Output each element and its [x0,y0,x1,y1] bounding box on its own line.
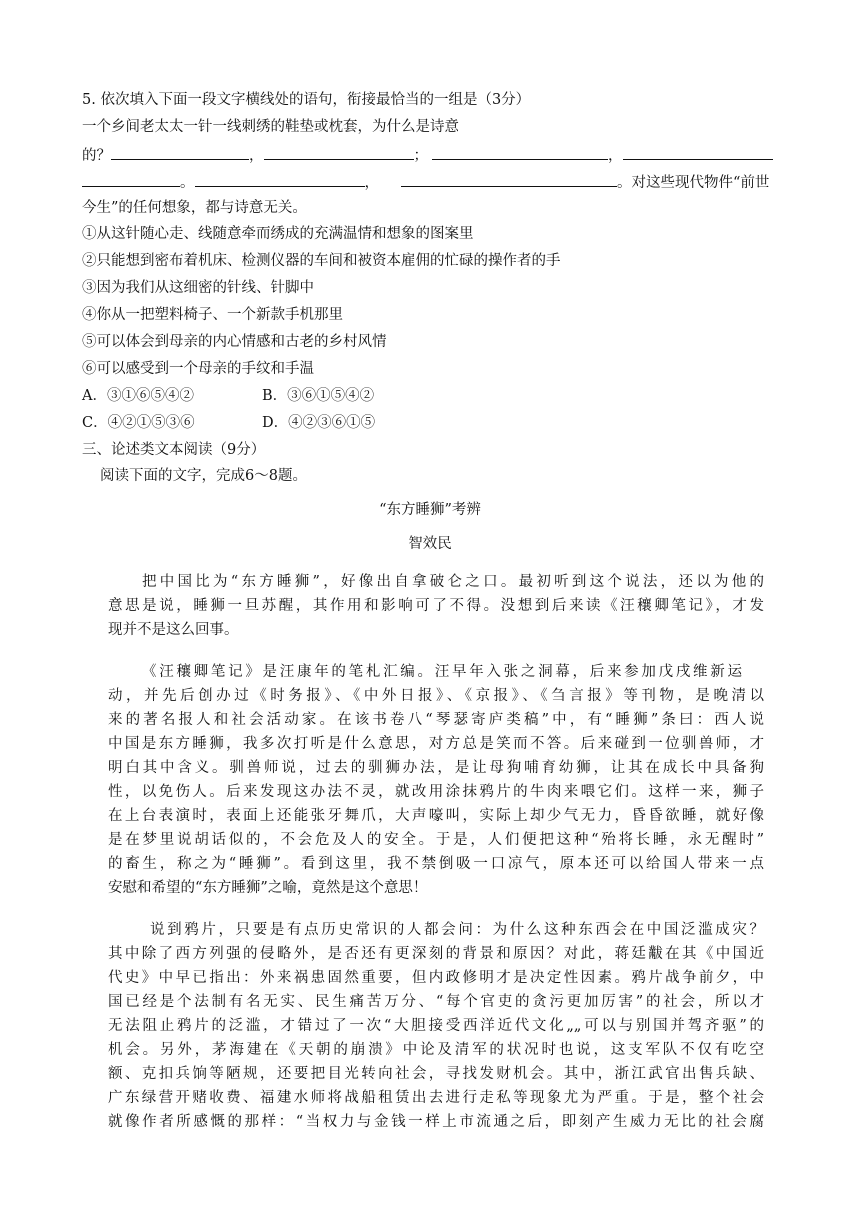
answer-blank-3[interactable] [432,142,608,160]
passage-text: 的？ [82,148,111,164]
answer-blank-4[interactable] [623,142,773,160]
paragraph-2-line-3: 来的著名报人和社会活动家。在该书卷八“琴瑟寄庐类稿”中，有“睡狮”条曰：西人说 [108,712,764,728]
answer-blank-2[interactable] [264,142,414,160]
paragraph-1-line-1: 把中国比为“东方睡狮”，好像出自拿破仑之口。最初听到这个说法，还以为他的 [142,574,764,590]
paragraph-2-line-8: 是在梦里说胡话似的，不会危及人的安全。于是，人们便把这种“殆将长睡，永无醒时” [108,832,764,848]
answer-blank-7[interactable] [401,169,617,187]
sentence-item-5: ⑤可以体会到母亲的内心情感和古老的乡村风情 [82,334,387,350]
paragraph-3-line-1: 说到鸦片，只要是有点历史常识的人都会问：为什么这种东西会在中国泛滥成灾？ [150,922,764,938]
sentence-item-2: ②只能想到密布着机床、检测仪器的车间和被资本雇佣的忙碌的操作者的手 [82,253,561,269]
paragraph-2-line-5: 明白其中含义。驯兽师说，过去的驯狮办法，是让母狗哺育幼狮，让其在成长中具备狗 [108,760,764,776]
sentence-item-3: ③因为我们从这细密的针线、针脚中 [82,280,314,296]
paragraph-2-line-1: 《汪穰卿笔记》是汪康年的笔札汇编。汪早年入张之洞幕，后来参加戊戌维新运 [142,664,742,680]
option-d[interactable]: D．④②③⑥①⑤ [262,415,376,431]
sentence-item-6: ⑥可以感受到一个母亲的手纹和手温 [82,361,314,377]
article-author: 智效民 [408,536,452,552]
answer-blank-6[interactable] [195,169,365,187]
paragraph-3-line-8: 广东绿营开赌收费、福建水师将战船租赁出去进行走私等现象尤为严重。于是，整个社会 [108,1090,764,1106]
sentence-item-4: ④你从一把塑料椅子、一个新款手机那里 [82,307,343,323]
paragraph-2-line-6: 性，以免伤人。后来发现这办法不灵，就改用涂抹鸦片的牛肉来喂它们。这样一来，狮子 [108,784,764,800]
paragraph-3-line-5: 无法阻止鸦片的泛滥，才错过了一次“大胆接受西洋近代文化„„可以与别国并驾齐驱”的 [108,1018,764,1034]
paragraph-3-line-6: 机会。另外，茅海建在《天朝的崩溃》中论及清军的状况时也说，这支军队不仅有吃空 [108,1042,764,1058]
sentence-item-1: ①从这针随心走、线随意牵而绣成的充满温情和想象的图案里 [82,226,474,242]
paragraph-3-line-4: 国已经是个法制有名无实、民生痛苦万分、“每个官吏的贪污更加厉害”的社会，所以才 [108,994,764,1010]
paragraph-1-line-2: 意思是说，睡狮一旦苏醒，其作用和影响可了不得。没想到后来读《汪穰卿笔记》，才发 [108,598,764,614]
answer-blank-5[interactable] [82,169,180,187]
question-5-passage-line-3 [82,169,769,195]
question-5-stem: 5. 依次填入下面一段文字横线处的语句，衔接最恰当的一组是（3分） [82,92,531,108]
paragraph-2-line-4: 中国是东方睡狮，我多次打听是什么意思，对方总是笑而不答。后来碰到一位驯兽师，才 [108,736,764,752]
option-b[interactable]: B．③⑥①⑤④② [262,388,375,404]
semicolon: ； [413,148,428,164]
comma: ， [608,148,623,164]
comma: ， [249,148,264,164]
paragraph-3-line-2: 其中除了西方列强的侵略外，是否还有更深刻的背景和原因？对此，蒋廷黻在其《中国近 [108,946,764,962]
option-a[interactable]: A．③①⑥⑤④② [82,388,194,404]
paragraph-3-line-9: 就像作者所感慨的那样：“当权力与金钱一样上市流通之后，即刻产生威力无比的社会腐 [108,1114,764,1130]
section-3-instruction: 阅读下面的文字，完成6～8题。 [100,468,307,484]
section-3-heading: 三、论述类文本阅读（9分） [82,442,266,458]
paragraph-2-line-10: 安慰和希望的“东方睡狮”之喻，竟然是这个意思！ [108,880,428,896]
paragraph-2-line-2: 动，并先后创办过《时务报》、《中外日报》、《京报》、《刍言报》等刊物，是晚清以 [108,688,764,704]
comma: ， [364,175,379,191]
question-5-passage-line-1: 一个乡间老太太一针一线刺绣的鞋垫或枕套，为什么是诗意 [82,119,459,135]
paragraph-3-line-7: 额、克扣兵饷等陋规，还要把目光转向社会，寻找发财机会。其中，浙江武官出售兵缺、 [108,1066,764,1082]
paragraph-2-line-7: 在上台表演时，表面上还能张牙舞爪，大声嚎叫，实际上却少气无力，昏昏欲睡，就好像 [108,808,764,824]
paragraph-1-line-3: 现并不是这么回事。 [108,622,239,638]
paragraph-3-line-3: 代史》中早已指出：外来祸患固然重要，但内政修明才是决定性因素。鸦片战争前夕，中 [108,970,764,986]
question-5-passage-line-4: 今生”的任何想象，都与诗意无关。 [82,200,307,216]
period: 。 [180,175,195,191]
passage-text: 。对这些现代物件“前世 [617,175,770,191]
question-5-passage-line-2 [82,142,773,168]
paragraph-2-line-9: 的畜生，称之为“睡狮”。看到这里，我不禁倒吸一口凉气，原本还可以给国人带来一点 [108,856,764,872]
article-title: “东方睡狮”考辨 [379,502,481,518]
answer-blank-1[interactable] [111,142,249,160]
option-c[interactable]: C．④②①⑤③⑥ [82,415,195,431]
